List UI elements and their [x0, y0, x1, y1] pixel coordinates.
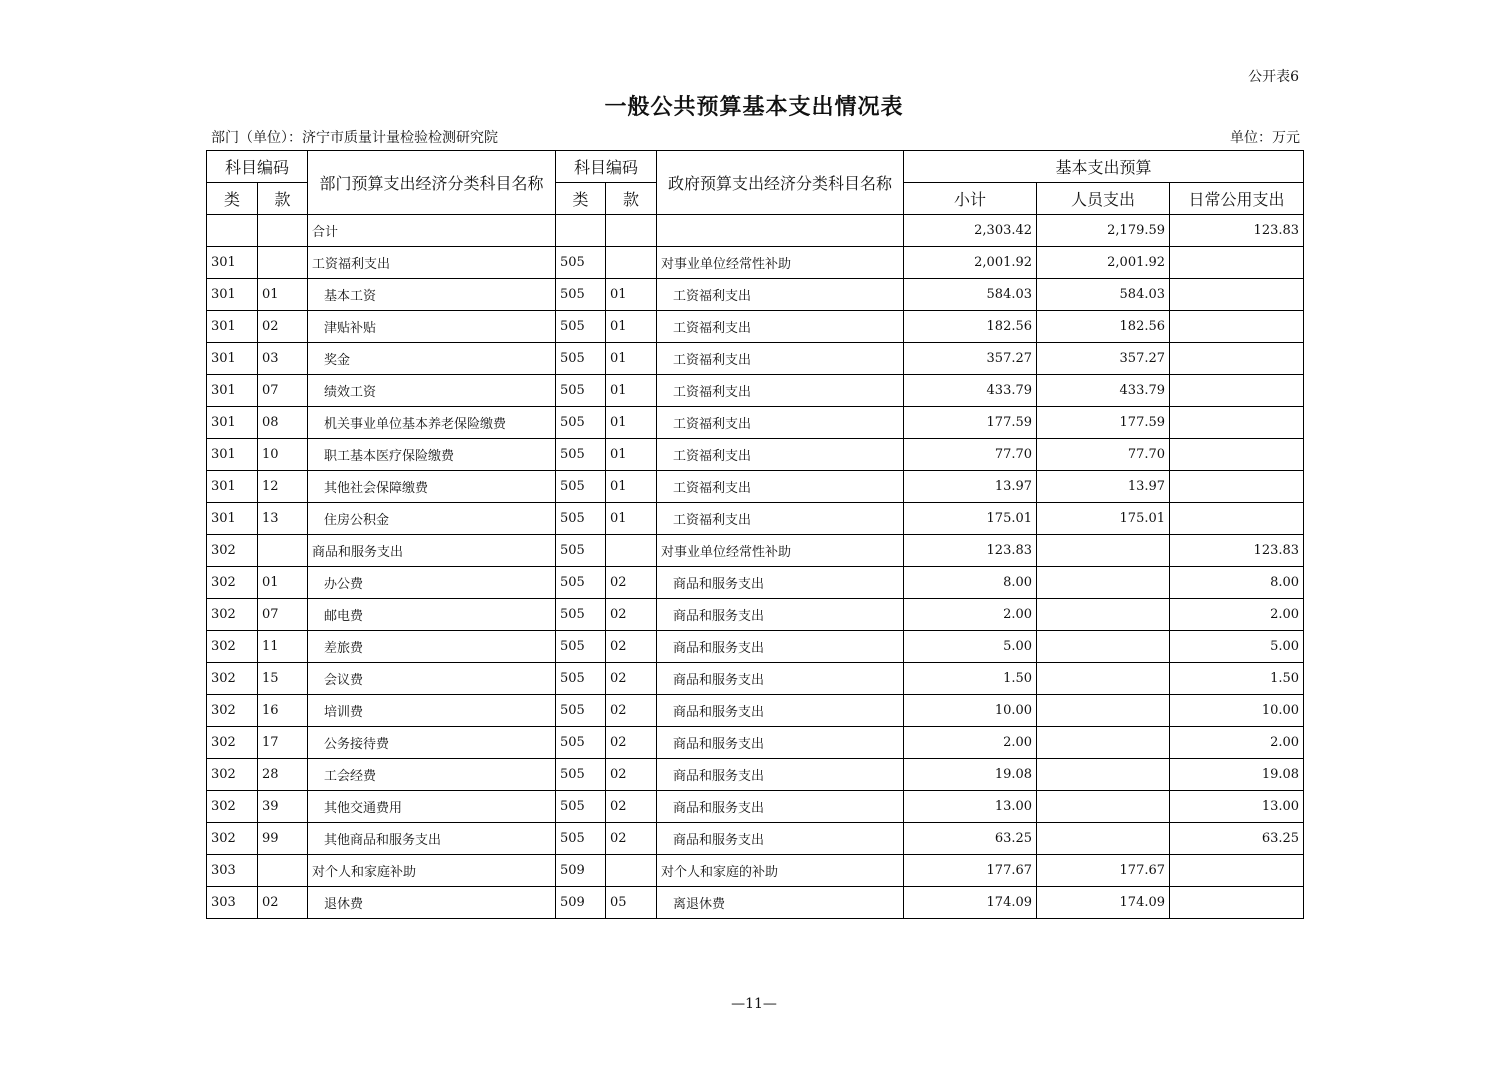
cell-gov-name: 对事业单位经常性补助: [657, 535, 904, 567]
cell-category: 301: [207, 279, 258, 311]
cell-gov-category: 505: [556, 535, 606, 567]
cell-dept-name: 公务接待费: [308, 727, 556, 759]
cell-category: 302: [207, 599, 258, 631]
cell-gov-item: 01: [606, 471, 657, 503]
cell-category: 302: [207, 759, 258, 791]
cell-category: 302: [207, 695, 258, 727]
cell-item: 03: [258, 343, 308, 375]
cell-gov-item: 01: [606, 375, 657, 407]
cell-subtotal: 2.00: [904, 727, 1037, 759]
cell-item: 07: [258, 599, 308, 631]
cell-personnel: 584.03: [1037, 279, 1170, 311]
cell-public: 19.08: [1170, 759, 1304, 791]
cell-dept-name: 机关事业单位基本养老保险缴费: [308, 407, 556, 439]
header-row-1: [207, 151, 1304, 183]
cell-gov-item: [606, 247, 657, 279]
cell-subtotal: 19.08: [904, 759, 1037, 791]
table-row: [207, 727, 1304, 759]
cell-category: [207, 215, 258, 247]
cell-category: 301: [207, 407, 258, 439]
cell-gov-item: 02: [606, 759, 657, 791]
page-number: —11—: [731, 996, 777, 1012]
cell-personnel: 2,179.59: [1037, 215, 1170, 247]
cell-public: 10.00: [1170, 695, 1304, 727]
table-row: [207, 535, 1304, 567]
cell-subtotal: 584.03: [904, 279, 1037, 311]
cell-public: 2.00: [1170, 727, 1304, 759]
cell-item: [258, 247, 308, 279]
cell-gov-name: 商品和服务支出: [657, 727, 904, 759]
cell-gov-item: 02: [606, 599, 657, 631]
cell-category: 303: [207, 887, 258, 919]
table-row: [207, 311, 1304, 343]
cell-personnel: 77.70: [1037, 439, 1170, 471]
cell-item: 07: [258, 375, 308, 407]
header-gov-name: 政府预算支出经济分类科目名称: [657, 151, 904, 215]
cell-gov-category: 505: [556, 631, 606, 663]
cell-dept-name: 商品和服务支出: [308, 535, 556, 567]
cell-public: [1170, 375, 1304, 407]
cell-gov-name: 工资福利支出: [657, 471, 904, 503]
cell-category: 301: [207, 247, 258, 279]
cell-category: 301: [207, 471, 258, 503]
cell-dept-name: 工资福利支出: [308, 247, 556, 279]
cell-subtotal: 13.00: [904, 791, 1037, 823]
table-row: [207, 375, 1304, 407]
cell-public: [1170, 247, 1304, 279]
cell-dept-name: 住房公积金: [308, 503, 556, 535]
cell-personnel: 2,001.92: [1037, 247, 1170, 279]
cell-item: [258, 535, 308, 567]
cell-public: [1170, 855, 1304, 887]
cell-category: 303: [207, 855, 258, 887]
header-dept-name: 部门预算支出经济分类科目名称: [308, 151, 556, 215]
cell-gov-item: 02: [606, 791, 657, 823]
cell-gov-name: 工资福利支出: [657, 311, 904, 343]
cell-public: 8.00: [1170, 567, 1304, 599]
cell-public: [1170, 503, 1304, 535]
cell-gov-name: 工资福利支出: [657, 279, 904, 311]
cell-dept-name: 其他商品和服务支出: [308, 823, 556, 855]
cell-gov-name: 商品和服务支出: [657, 567, 904, 599]
cell-public: [1170, 279, 1304, 311]
cell-subtotal: 433.79: [904, 375, 1037, 407]
cell-personnel: 433.79: [1037, 375, 1170, 407]
cell-public: [1170, 439, 1304, 471]
cell-gov-name: 商品和服务支出: [657, 759, 904, 791]
cell-gov-name: [657, 215, 904, 247]
cell-item: 16: [258, 695, 308, 727]
header-basic-budget: 基本支出预算: [904, 151, 1304, 183]
cell-gov-item: 02: [606, 631, 657, 663]
cell-dept-name: 奖金: [308, 343, 556, 375]
table-row: [207, 663, 1304, 695]
cell-public: [1170, 471, 1304, 503]
cell-item: 02: [258, 311, 308, 343]
budget-table: [206, 150, 1304, 919]
cell-gov-category: 505: [556, 791, 606, 823]
cell-category: 301: [207, 343, 258, 375]
table-row: [207, 855, 1304, 887]
cell-gov-item: 02: [606, 727, 657, 759]
cell-personnel: [1037, 567, 1170, 599]
cell-subtotal: 123.83: [904, 535, 1037, 567]
cell-public: 123.83: [1170, 535, 1304, 567]
table-row: [207, 823, 1304, 855]
cell-personnel: [1037, 727, 1170, 759]
cell-gov-item: 01: [606, 343, 657, 375]
cell-subtotal: 357.27: [904, 343, 1037, 375]
cell-dept-name: 基本工资: [308, 279, 556, 311]
cell-dept-name: 其他交通费用: [308, 791, 556, 823]
cell-category: 302: [207, 791, 258, 823]
cell-item: 39: [258, 791, 308, 823]
cell-item: 28: [258, 759, 308, 791]
cell-gov-name: 商品和服务支出: [657, 791, 904, 823]
cell-gov-category: 505: [556, 471, 606, 503]
cell-subtotal: 2,303.42: [904, 215, 1037, 247]
cell-gov-item: 01: [606, 311, 657, 343]
cell-personnel: [1037, 631, 1170, 663]
cell-dept-name: 绩效工资: [308, 375, 556, 407]
cell-dept-name: 工会经费: [308, 759, 556, 791]
cell-dept-name: 会议费: [308, 663, 556, 695]
cell-category: 302: [207, 727, 258, 759]
cell-item: 12: [258, 471, 308, 503]
cell-subtotal: 177.67: [904, 855, 1037, 887]
cell-category: 302: [207, 535, 258, 567]
cell-personnel: 175.01: [1037, 503, 1170, 535]
cell-item: 15: [258, 663, 308, 695]
cell-public: [1170, 343, 1304, 375]
cell-gov-item: 02: [606, 695, 657, 727]
cell-dept-name: 邮电费: [308, 599, 556, 631]
table-number-label: 公开表6: [1248, 69, 1299, 85]
cell-subtotal: 175.01: [904, 503, 1037, 535]
cell-gov-name: 对个人和家庭的补助: [657, 855, 904, 887]
cell-gov-name: 工资福利支出: [657, 375, 904, 407]
cell-category: 302: [207, 663, 258, 695]
cell-gov-category: 505: [556, 439, 606, 471]
cell-dept-name: 差旅费: [308, 631, 556, 663]
cell-dept-name: 合计: [308, 215, 556, 247]
cell-subtotal: 8.00: [904, 567, 1037, 599]
cell-gov-category: 505: [556, 727, 606, 759]
cell-personnel: 177.67: [1037, 855, 1170, 887]
cell-gov-category: 509: [556, 855, 606, 887]
cell-gov-name: 工资福利支出: [657, 407, 904, 439]
cell-gov-category: 505: [556, 599, 606, 631]
cell-personnel: 13.97: [1037, 471, 1170, 503]
cell-public: 63.25: [1170, 823, 1304, 855]
cell-item: 02: [258, 887, 308, 919]
cell-item: 17: [258, 727, 308, 759]
cell-gov-name: 商品和服务支出: [657, 631, 904, 663]
table-row: [207, 279, 1304, 311]
cell-gov-category: 505: [556, 663, 606, 695]
page-title: 一般公共预算基本支出情况表: [604, 95, 904, 120]
table-row: [207, 759, 1304, 791]
cell-dept-name: 培训费: [308, 695, 556, 727]
cell-gov-category: 509: [556, 887, 606, 919]
table-row: [207, 631, 1304, 663]
cell-public: 13.00: [1170, 791, 1304, 823]
table-row: [207, 791, 1304, 823]
table-row: [207, 503, 1304, 535]
table-row: [207, 887, 1304, 919]
cell-gov-name: 工资福利支出: [657, 439, 904, 471]
cell-subtotal: 5.00: [904, 631, 1037, 663]
cell-gov-item: [606, 535, 657, 567]
cell-dept-name: 其他社会保障缴费: [308, 471, 556, 503]
department-label: 部门（单位）：济宁市质量计量检验检测研究院: [211, 130, 498, 146]
header-subject-code: 科目编码: [207, 151, 308, 183]
cell-personnel: [1037, 663, 1170, 695]
cell-gov-category: [556, 215, 606, 247]
cell-subtotal: 2.00: [904, 599, 1037, 631]
table-row: [207, 215, 1304, 247]
cell-personnel: [1037, 695, 1170, 727]
cell-personnel: 177.59: [1037, 407, 1170, 439]
cell-public: [1170, 311, 1304, 343]
cell-item: [258, 215, 308, 247]
cell-category: 301: [207, 439, 258, 471]
cell-personnel: [1037, 535, 1170, 567]
cell-gov-item: 05: [606, 887, 657, 919]
cell-gov-item: [606, 855, 657, 887]
cell-personnel: [1037, 823, 1170, 855]
cell-personnel: [1037, 599, 1170, 631]
cell-dept-name: 办公费: [308, 567, 556, 599]
cell-subtotal: 77.70: [904, 439, 1037, 471]
cell-public: [1170, 407, 1304, 439]
cell-gov-name: 对事业单位经常性补助: [657, 247, 904, 279]
cell-category: 302: [207, 567, 258, 599]
cell-gov-category: 505: [556, 311, 606, 343]
cell-category: 301: [207, 311, 258, 343]
cell-category: 301: [207, 375, 258, 407]
table-row: [207, 407, 1304, 439]
cell-subtotal: 177.59: [904, 407, 1037, 439]
header-personnel: 人员支出: [1037, 183, 1170, 215]
cell-subtotal: 174.09: [904, 887, 1037, 919]
cell-item: 10: [258, 439, 308, 471]
header-category: 类: [207, 183, 258, 215]
cell-dept-name: 津贴补贴: [308, 311, 556, 343]
cell-item: 99: [258, 823, 308, 855]
cell-category: 302: [207, 631, 258, 663]
cell-gov-item: 02: [606, 823, 657, 855]
cell-gov-item: 01: [606, 407, 657, 439]
table-row: [207, 343, 1304, 375]
header-gov-category: 类: [556, 183, 606, 215]
cell-gov-category: 505: [556, 759, 606, 791]
table-row: [207, 567, 1304, 599]
cell-gov-category: 505: [556, 823, 606, 855]
cell-subtotal: 1.50: [904, 663, 1037, 695]
cell-personnel: 357.27: [1037, 343, 1170, 375]
cell-item: 01: [258, 279, 308, 311]
cell-gov-category: 505: [556, 503, 606, 535]
cell-gov-category: 505: [556, 343, 606, 375]
cell-item: 13: [258, 503, 308, 535]
header-gov-item: 款: [606, 183, 657, 215]
cell-gov-category: 505: [556, 695, 606, 727]
cell-dept-name: 对个人和家庭补助: [308, 855, 556, 887]
cell-gov-item: 01: [606, 439, 657, 471]
header-subtotal: 小计: [904, 183, 1037, 215]
header-gov-subject-code: 科目编码: [556, 151, 657, 183]
header-public: 日常公用支出: [1170, 183, 1304, 215]
table-row: [207, 471, 1304, 503]
cell-subtotal: 10.00: [904, 695, 1037, 727]
cell-public: 5.00: [1170, 631, 1304, 663]
cell-item: 01: [258, 567, 308, 599]
cell-gov-category: 505: [556, 279, 606, 311]
cell-category: 302: [207, 823, 258, 855]
cell-item: 11: [258, 631, 308, 663]
cell-public: 2.00: [1170, 599, 1304, 631]
table-row: [207, 695, 1304, 727]
cell-subtotal: 63.25: [904, 823, 1037, 855]
cell-gov-category: 505: [556, 407, 606, 439]
cell-gov-name: 商品和服务支出: [657, 695, 904, 727]
cell-personnel: 174.09: [1037, 887, 1170, 919]
cell-gov-category: 505: [556, 567, 606, 599]
cell-public: 123.83: [1170, 215, 1304, 247]
cell-category: 301: [207, 503, 258, 535]
cell-personnel: [1037, 759, 1170, 791]
table-row: [207, 247, 1304, 279]
cell-personnel: [1037, 791, 1170, 823]
cell-gov-item: 01: [606, 279, 657, 311]
table-row: [207, 439, 1304, 471]
cell-gov-name: 工资福利支出: [657, 343, 904, 375]
cell-gov-item: 02: [606, 567, 657, 599]
cell-subtotal: 13.97: [904, 471, 1037, 503]
header-item: 款: [258, 183, 308, 215]
cell-item: 08: [258, 407, 308, 439]
table-row: [207, 599, 1304, 631]
cell-dept-name: 退休费: [308, 887, 556, 919]
cell-gov-item: 01: [606, 503, 657, 535]
cell-gov-category: 505: [556, 375, 606, 407]
cell-subtotal: 182.56: [904, 311, 1037, 343]
cell-gov-name: 商品和服务支出: [657, 823, 904, 855]
cell-gov-category: 505: [556, 247, 606, 279]
cell-item: [258, 855, 308, 887]
cell-dept-name: 职工基本医疗保险缴费: [308, 439, 556, 471]
cell-gov-name: 离退休费: [657, 887, 904, 919]
cell-public: [1170, 887, 1304, 919]
cell-gov-name: 商品和服务支出: [657, 599, 904, 631]
cell-gov-name: 商品和服务支出: [657, 663, 904, 695]
cell-gov-item: [606, 215, 657, 247]
cell-gov-item: 02: [606, 663, 657, 695]
cell-gov-name: 工资福利支出: [657, 503, 904, 535]
table-body: [207, 215, 1304, 919]
unit-label: 单位：万元: [1230, 130, 1300, 146]
cell-subtotal: 2,001.92: [904, 247, 1037, 279]
cell-personnel: 182.56: [1037, 311, 1170, 343]
cell-public: 1.50: [1170, 663, 1304, 695]
